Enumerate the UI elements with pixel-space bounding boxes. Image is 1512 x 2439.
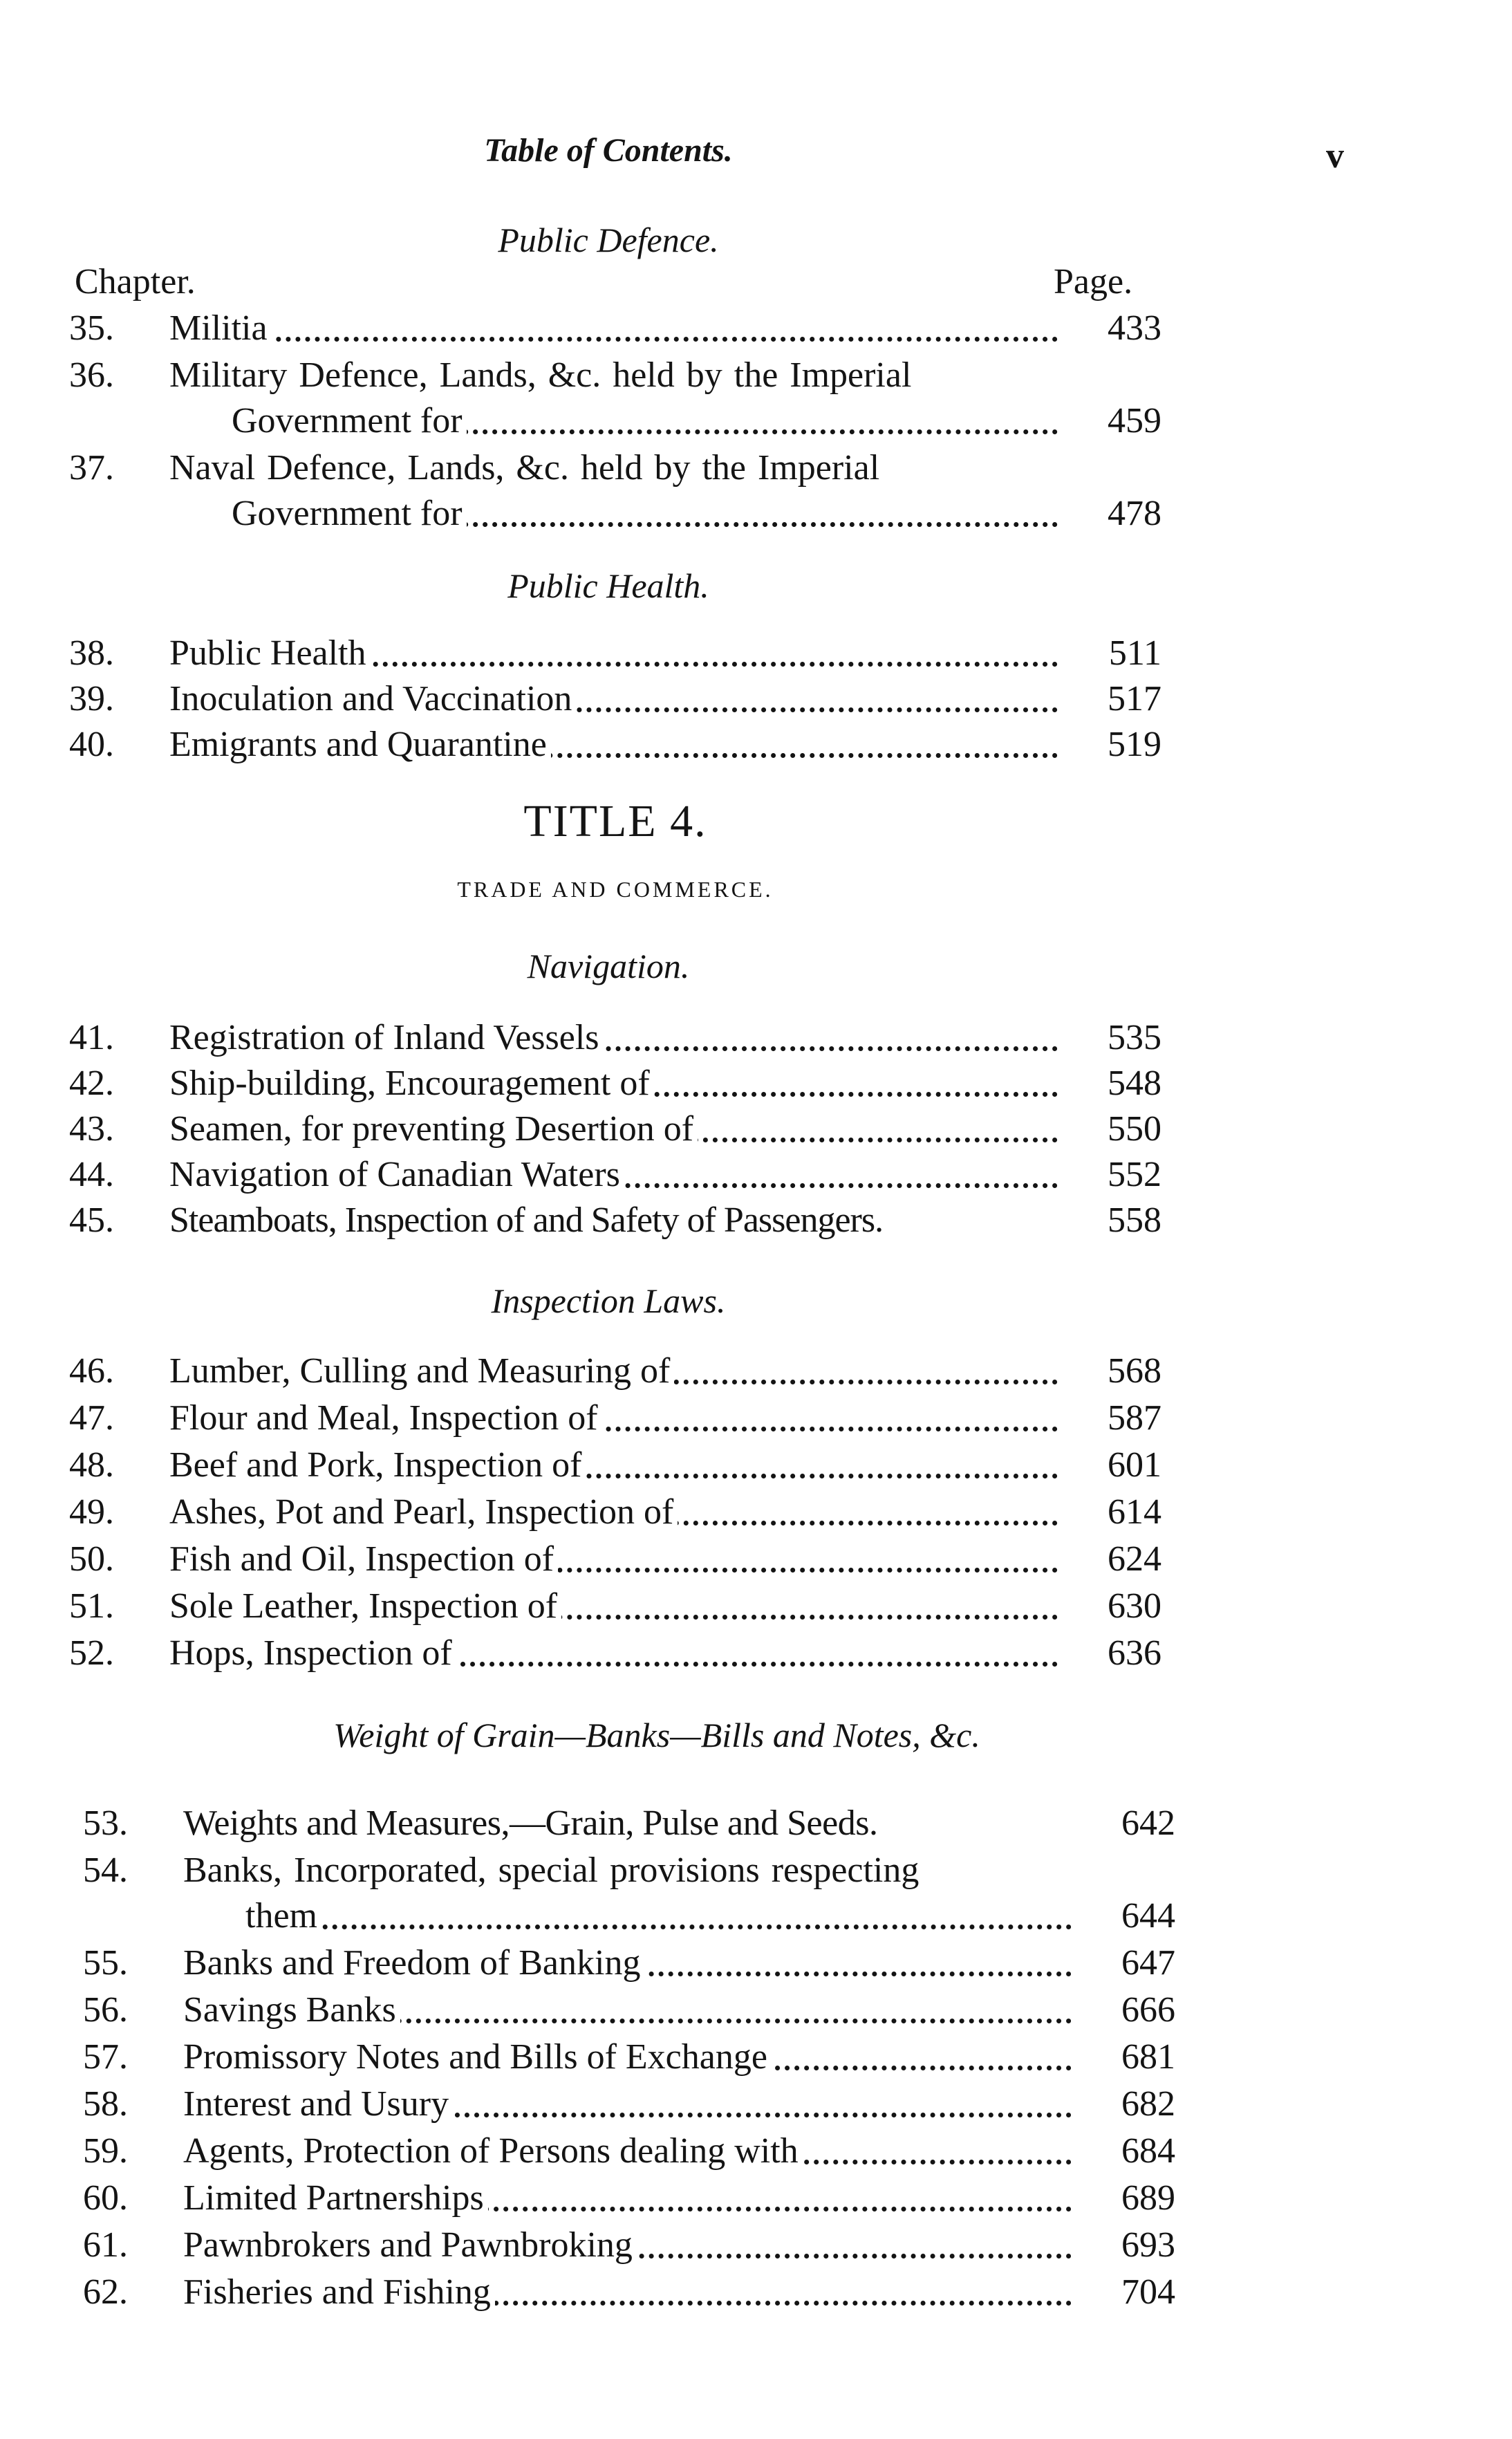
chapter-title: Banks and Freedom of Banking	[183, 1943, 644, 1983]
toc-entry-55[interactable]	[83, 1940, 1175, 1986]
section-heading-inspection-laws: Inspection Laws.	[491, 1281, 726, 1320]
chapter-number: 53.	[83, 1803, 128, 1843]
chapter-title: Pawnbrokers and Pawnbroking	[183, 2225, 637, 2265]
chapter-number: 48.	[69, 1445, 114, 1485]
title-subheading: TRADE AND COMMERCE.	[457, 877, 774, 902]
chapter-number: 60.	[83, 2178, 128, 2218]
toc-entry-54[interactable]	[83, 1851, 1175, 1939]
chapter-number: 62.	[83, 2272, 128, 2312]
page-ref: 689	[1121, 2178, 1175, 2218]
chapter-title: Fisheries and Fishing	[183, 2272, 495, 2312]
toc-entry-58[interactable]	[83, 2081, 1175, 2127]
chapter-title: Beef and Pork, Inspection of	[169, 1445, 586, 1485]
toc-entry-38[interactable]	[69, 631, 1161, 676]
chapter-number: 52.	[69, 1633, 114, 1673]
chapter-title: Promissory Notes and Bills of Exchange	[183, 2037, 772, 2077]
chapter-number: 44.	[69, 1155, 114, 1194]
toc-entry-45[interactable]	[69, 1198, 1161, 1243]
chapter-number: 37.	[69, 448, 114, 488]
toc-entry-49[interactable]	[69, 1490, 1161, 1535]
chapter-title-line-2: Government for	[232, 401, 467, 440]
page-ref: 459	[1108, 401, 1161, 440]
toc-entry-35[interactable]	[69, 306, 1161, 351]
chapter-title-line-1: Banks, Incorporated, special provisions respecting	[183, 1851, 920, 1890]
chapter-title: Inoculation and Vaccination	[169, 679, 576, 718]
chapter-number: 38.	[69, 633, 114, 673]
page-ref: 519	[1108, 725, 1161, 764]
page-ref: 548	[1108, 1064, 1161, 1103]
title-heading: TITLE 4.	[523, 796, 707, 846]
chapter-title: Agents, Protection of Persons dealing with	[183, 2131, 803, 2171]
toc-entry-60[interactable]	[83, 2176, 1175, 2221]
chapter-title: Emigrants and Quarantine	[169, 725, 551, 764]
chapter-title-line-1: Naval Defence, Lands, &c. held by the Imperial	[169, 448, 880, 488]
chapter-title: Limited Partnerships	[183, 2178, 488, 2218]
toc-entry-59[interactable]	[83, 2129, 1175, 2174]
chapter-title-line-2: Government for	[232, 494, 467, 533]
page-ref: 624	[1108, 1539, 1161, 1579]
chapter-title: Militia	[169, 308, 272, 348]
chapter-title: Hops, Inspection of	[169, 1633, 456, 1673]
page-ref: 552	[1108, 1155, 1161, 1194]
page-ref: 601	[1108, 1445, 1161, 1485]
section-heading-public-health: Public Health.	[507, 566, 709, 605]
page-ref: 433	[1108, 308, 1161, 348]
chapter-title: Sole Leather, Inspection of	[169, 1586, 561, 1626]
chapter-title: Fish and Oil, Inspection of	[169, 1539, 558, 1579]
page-ref: 636	[1108, 1633, 1161, 1673]
chapter-title: Lumber, Culling and Measuring of	[169, 1351, 674, 1391]
chapter-number: 36.	[69, 355, 114, 395]
toc-entry-57[interactable]	[83, 2034, 1175, 2080]
page-ref: 644	[1121, 1896, 1175, 1936]
chapter-title: Flour and Meal, Inspection of	[169, 1398, 602, 1438]
chapter-title: Weights and Measures,—Grain, Pulse and Seeds.	[183, 1803, 881, 1843]
page-ref: 614	[1108, 1492, 1161, 1532]
page-ref: 681	[1121, 2037, 1175, 2077]
chapter-number: 43.	[69, 1109, 114, 1149]
toc-entry-41[interactable]	[69, 1015, 1161, 1061]
page-ref: 630	[1108, 1586, 1161, 1626]
toc-entry-48[interactable]	[69, 1443, 1161, 1488]
page-ref: 558	[1108, 1200, 1161, 1240]
toc-entry-56[interactable]	[83, 1987, 1175, 2033]
toc-entry-46[interactable]	[69, 1348, 1161, 1394]
page-ref: 517	[1108, 679, 1161, 718]
toc-entry-51[interactable]	[69, 1584, 1161, 1629]
toc-entry-40[interactable]	[69, 722, 1161, 768]
page-ref: 704	[1121, 2272, 1175, 2312]
chapter-number: 41.	[69, 1018, 114, 1057]
toc-entry-52[interactable]	[69, 1631, 1161, 1676]
chapter-title: Interest and Usury	[183, 2084, 453, 2124]
chapter-number: 35.	[69, 308, 114, 348]
page-ref: 568	[1108, 1351, 1161, 1391]
page-ref: 478	[1108, 494, 1161, 533]
chapter-number: 45.	[69, 1200, 114, 1240]
toc-entry-44[interactable]	[69, 1152, 1161, 1198]
page-ref: 642	[1121, 1803, 1175, 1843]
page-ref: 647	[1121, 1943, 1175, 1983]
chapter-number: 51.	[69, 1586, 114, 1626]
chapter-number: 40.	[69, 725, 114, 764]
running-head: Table of Contents.	[484, 132, 733, 169]
chapter-number: 59.	[83, 2131, 128, 2171]
toc-entry-39[interactable]	[69, 676, 1161, 722]
chapter-number: 47.	[69, 1398, 114, 1438]
chapter-title-line-2: them	[245, 1896, 321, 1936]
chapter-title: Ship-building, Encouragement of	[169, 1064, 654, 1103]
chapter-number: 49.	[69, 1492, 114, 1532]
section-heading-navigation: Navigation.	[527, 947, 690, 985]
chapter-title-line-1: Military Defence, Lands, &c. held by the Imperial	[169, 355, 912, 395]
chapter-number: 57.	[83, 2037, 128, 2077]
page-ref: 666	[1121, 1990, 1175, 2030]
page-ref: 535	[1108, 1018, 1161, 1057]
chapter-number: 58.	[83, 2084, 128, 2124]
page-ref: 550	[1108, 1109, 1161, 1149]
chapter-column-header: Chapter.	[75, 262, 196, 302]
chapter-number: 55.	[83, 1943, 128, 1983]
toc-entry-36[interactable]	[69, 355, 1161, 444]
page-number: v	[1326, 136, 1344, 176]
chapter-title: Savings Banks	[183, 1990, 400, 2030]
chapter-number: 39.	[69, 679, 114, 718]
toc-entry-47[interactable]	[69, 1395, 1161, 1441]
page-ref: 693	[1121, 2225, 1175, 2265]
toc-entry-53[interactable]	[83, 1801, 1175, 1846]
chapter-number: 61.	[83, 2225, 128, 2265]
page-ref: 684	[1121, 2131, 1175, 2171]
chapter-number: 46.	[69, 1351, 114, 1391]
toc-entry-42[interactable]	[69, 1061, 1161, 1106]
chapter-number: 54.	[83, 1851, 128, 1890]
chapter-number: 42.	[69, 1064, 114, 1103]
chapter-title: Navigation of Canadian Waters	[169, 1155, 624, 1194]
page-ref: 682	[1121, 2084, 1175, 2124]
chapter-title: Ashes, Pot and Pearl, Inspection of	[169, 1492, 678, 1532]
chapter-number: 56.	[83, 1990, 128, 2030]
chapter-title: Public Health	[169, 633, 371, 673]
page-ref: 511	[1108, 633, 1161, 673]
section-heading-public-defence: Public Defence.	[498, 221, 719, 259]
toc-entry-50[interactable]	[69, 1537, 1161, 1582]
chapter-title: Seamen, for preventing Desertion of	[169, 1109, 698, 1149]
toc-entry-43[interactable]	[69, 1106, 1161, 1152]
chapter-title: Steamboats, Inspection of and Safety of Passengers.	[169, 1200, 887, 1240]
toc-entry-62[interactable]	[83, 2270, 1175, 2315]
chapter-number: 50.	[69, 1539, 114, 1579]
toc-entry-61[interactable]	[83, 2223, 1175, 2268]
chapter-title: Registration of Inland Vessels	[169, 1018, 604, 1057]
page-column-header: Page.	[1054, 262, 1133, 302]
section-heading-weight-of-grain: Weight of Grain—Banks—Bills and Notes, &c.	[333, 1716, 980, 1754]
toc-entry-37[interactable]	[69, 448, 1161, 537]
page-ref: 587	[1108, 1398, 1161, 1438]
